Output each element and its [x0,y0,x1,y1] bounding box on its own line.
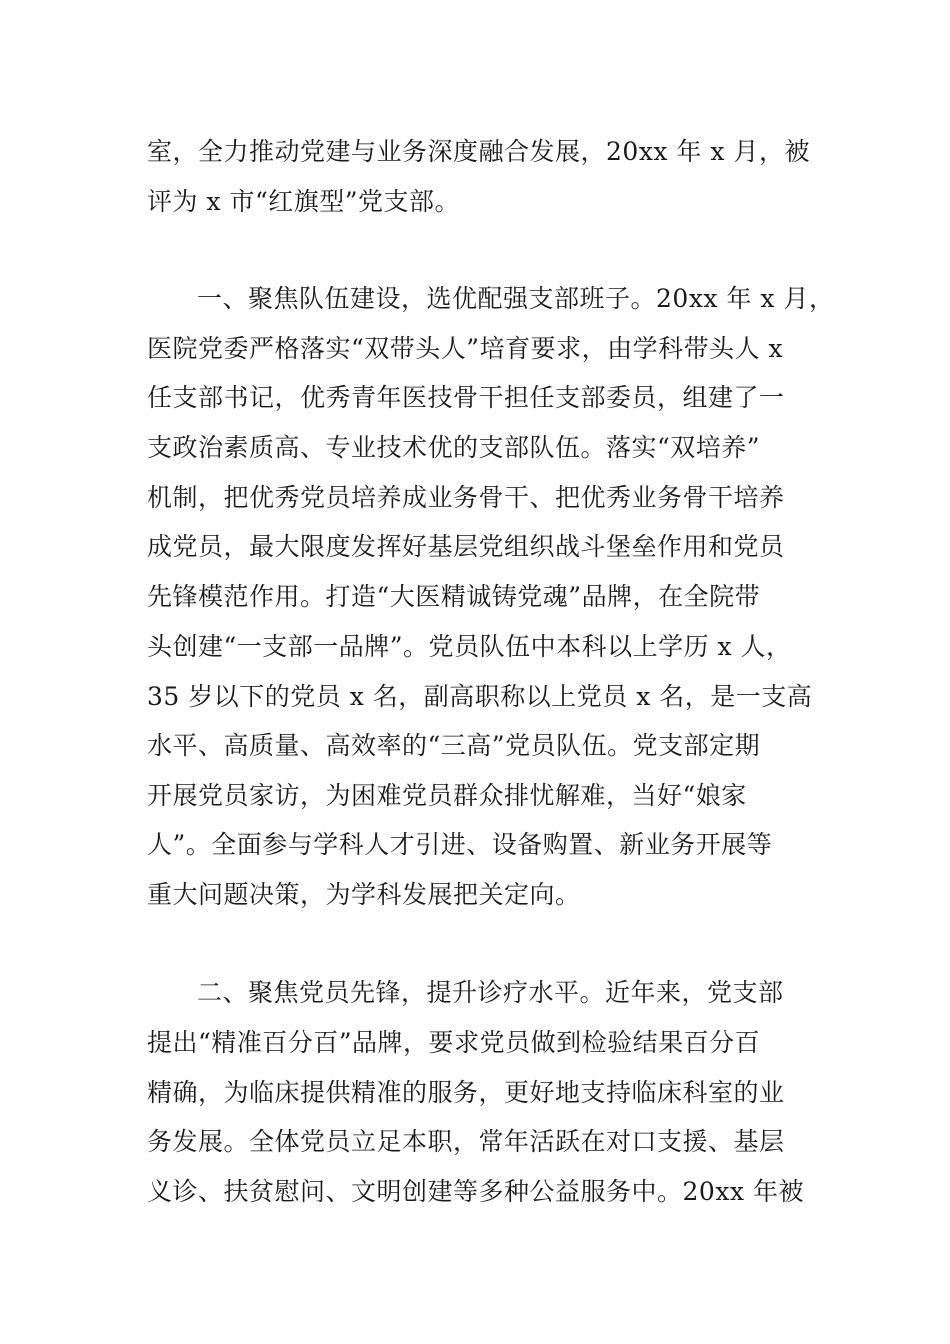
text-line: 开展党员家访，为困难党员群众排忧解难，当好“娘家 [147,781,747,810]
text-line: 室，全力推动党建与业务深度融合发展，20xx 年 x 月，被 [147,137,810,166]
paragraph-heading-line: 二、聚焦党员先锋，提升诊疗水平。近年来，党支部 [197,978,784,1007]
paragraph-heading-line: 一、聚焦队伍建设，选优配强支部班子。20xx 年 x 月， [197,284,835,313]
text-line: 医院党委严格落实“双带头人”培育要求，由学科带头人 x [147,334,784,363]
text-line: 成党员，最大限度发挥好基层党组织战斗堡垒作用和党员 [147,532,785,561]
text-line: 提出“精准百分百”品牌，要求党员做到检验结果百分百 [147,1028,761,1057]
text-line: 精确，为临床提供精准的服务，更好地支持临床科室的业 [147,1078,785,1107]
text-line: 任支部书记，优秀青年医技骨干担任支部委员，组建了一 [147,383,785,412]
text-line: 先锋模范作用。打造“大医精诚铸党魂”品牌，在全院带 [147,582,761,611]
text-line: 评为 x 市“红旗型”党支部。 [147,187,461,216]
text-line: 水平、高质量、高效率的“三高”党员队伍。党支部定期 [147,731,761,760]
text-line: 重大问题决策，为学科发展把关定向。 [147,880,581,909]
text-line: 35 岁以下的党员 x 名，副高职称以上党员 x 名，是一支高 [147,682,813,711]
text-line: 人”。全面参与学科人才引进、设备购置、新业务开展等 [147,830,773,859]
text-line: 机制，把优秀党员培养成业务骨干、把优秀业务骨干培养 [147,483,785,512]
text-line: 义诊、扶贫慰问、文明创建等多种公益服务中。20xx 年被 [147,1177,804,1206]
text-line: 务发展。全体党员立足本职，常年活跃在对口支援、基层 [147,1127,785,1156]
text-line: 支政治素质高、专业技术优的支部队伍。落实“双培养” [147,433,761,462]
text-line: 头创建“一支部一品牌”。党员队伍中本科以上学历 x 人， [147,632,792,661]
